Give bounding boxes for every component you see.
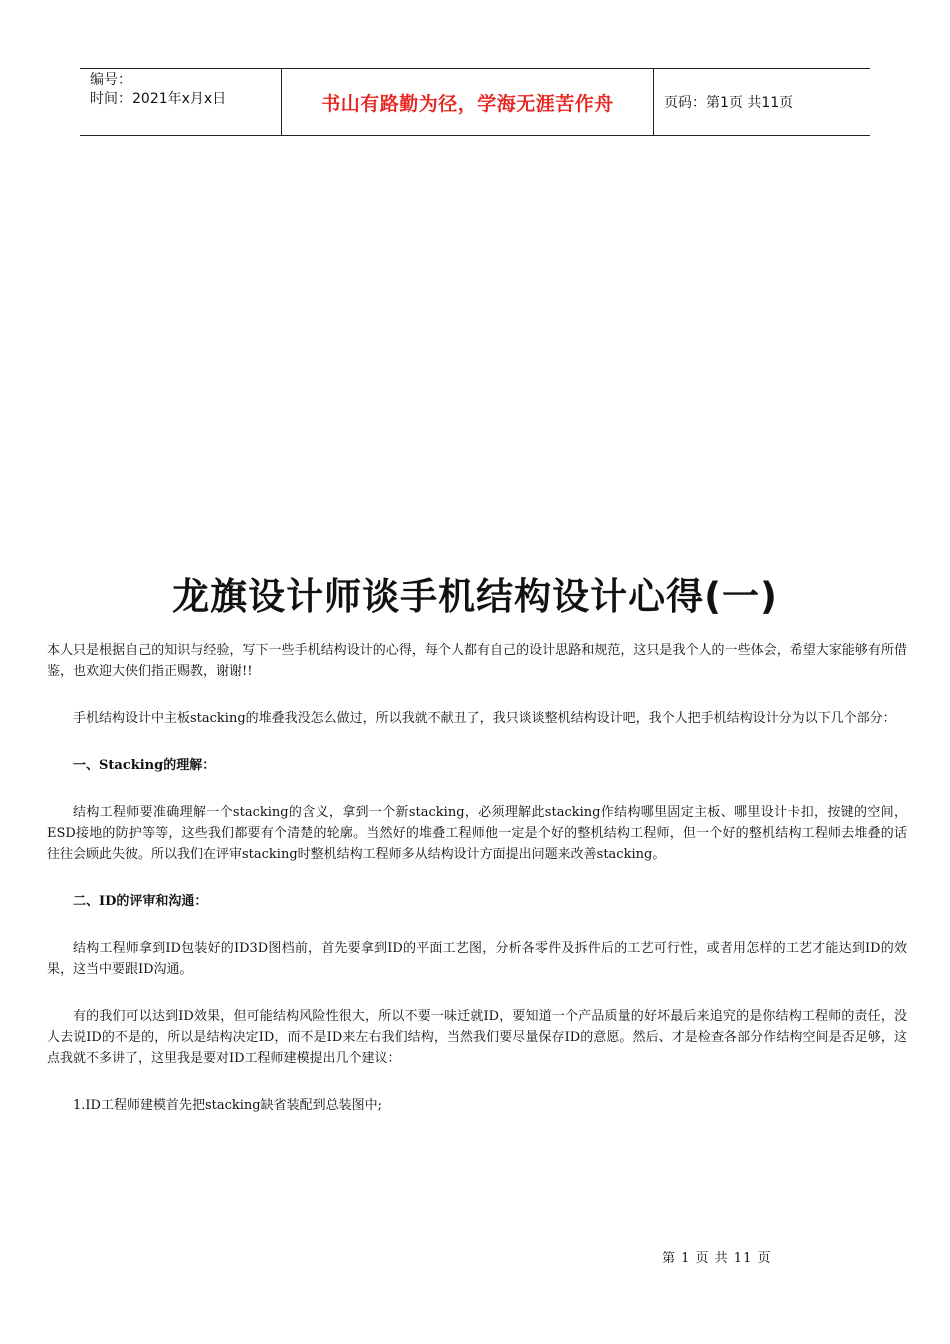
list-item-1: 1.ID工程师建模首先把stacking缺省装配到总装图中; [73, 1098, 382, 1113]
document-body [47, 640, 907, 1142]
paragraph-overview: 手机结构设计中主板stacking的堆叠我没怎么做过，所以我就不献丑了，我只谈谈整机结构设计吧，我个人把手机结构设计分为以下几个部分： [73, 711, 896, 726]
paragraph-stacking: 结构工程师要准确理解一个stacking的含义，拿到一个新stacking，必须理解此stacking作结构哪里固定主板、哪里设计卡扣，按键的空间，ESD接地的防护等等，这些我们都要有个清楚的轮廓。当然好的堆叠工程师他一定是个好的整机结构工程师，但一个好的整机结构工程师去堆叠的话往往会顾此失彼。所以我们在评审stacking时整机结构工程师多从结构设计方面提出问题来改善stacking。 [47, 805, 907, 862]
header-page-info: 页码：第1页 共11页 [664, 95, 794, 111]
paragraph-id-review-2: 有的我们可以达到ID效果，但可能结构风险性很大，所以不要一味迁就ID，要知道一个产品质量的好坏最后来追究的是你结构工程师的责任，没人去说ID的不是的，所以是结构决定ID，而不是ID来左右我们结构，当然我们要尽量保存ID的意愿。然后、才是检查各部分作结构空间是否足够，这点我就不多讲了，这里我是要对ID工程师建模提出几个建议： [47, 1009, 907, 1066]
document-title: 龙旗设计师谈手机结构设计心得(一) [172, 575, 778, 618]
header-time-label: 时间：2021年x月x日 [90, 91, 227, 107]
section-heading-id-review: 二、ID的评审和沟通： [73, 894, 208, 909]
section-heading-stacking: 一、Stacking的理解： [73, 758, 216, 773]
paragraph-intro: 本人只是根据自己的知识与经验，写下一些手机结构设计的心得，每个人都有自己的设计思路和规范，这只是我个人的一些体会，希望大家能够有所借鉴，也欢迎大侠们指正赐教，谢谢!! [47, 643, 907, 679]
paragraph-id-review-1: 结构工程师拿到ID包装好的ID3D图档前，首先要拿到ID的平面工艺图，分析各零件及拆件后的工艺可行性，或者用怎样的工艺才能达到ID的效果，这当中要跟ID沟通。 [47, 941, 907, 977]
header-meta-cell [80, 69, 282, 135]
page-footer: 第 1 页 共 11 页 [662, 1251, 772, 1266]
header-number-label: 编号： [90, 72, 132, 88]
header-motto: 书山有路勤为径，学海无涯苦作舟 [282, 69, 654, 135]
header-table [80, 68, 870, 136]
